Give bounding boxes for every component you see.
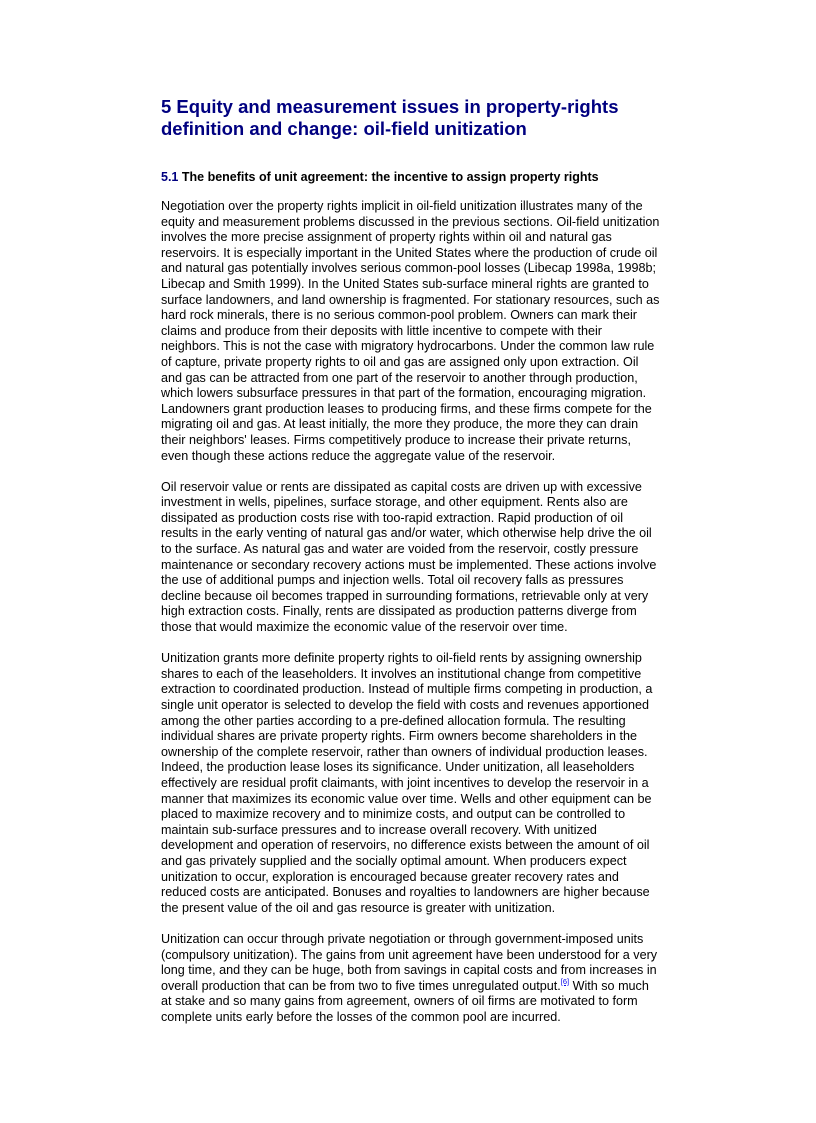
section-title-line-2: definition and change: oil-field unitization: [161, 118, 527, 139]
paragraph-4: [161, 932, 661, 1026]
subsection-title-text: The benefits of unit agreement: the incentive to assign property rights: [181, 170, 599, 184]
paragraph-3: Unitization grants more definite property rights to oil-field rents by assigning ownership shares to each of the leaseholders. It involves an institutional change from competitive extraction to coordinated production. Instead of multiple firms competing in production, a single unit operator is selected to develop the field with costs and revenues apportioned among the other parties according to a pre-defined allocation formula. The resulting individual shares are private property rights. Firm owners become shareholders in the ownership of the complete reservoir, rather than owners of individual production leases. Indeed, the production lease loses its significance. Under unitization, all leaseholders effectively are residual profit claimants, with joint incentives to develop the reservoir in a manner that maximizes its economic value over time. Wells and other equipment can be placed to maximize recovery and to minimize costs, and output can be controlled to maintain sub-surface pressures and to increase overall recovery. With unitized development and operation of reservoirs, no difference exists between the amount of oil and gas privately supplied and the socially optimal amount. When producers expect unitization to occur, exploration is encouraged because greater recovery rates and reduced costs are anticipated. Bonuses and royalties to landowners are higher because the present value of the oil and gas resource is greater with unitization.: [161, 651, 653, 915]
paragraph-2: Oil reservoir value or rents are dissipated as capital costs are driven up with excessive investment in wells, pipelines, surface storage, and other equipment. Rents also are dissipated as production costs rise with too-rapid extraction. Rapid production of oil results in the early venting of natural gas and/or water, which otherwise help drive the oil to the surface. As natural gas and water are voided from the reservoir, costly pressure maintenance or secondary recovery actions must be implemented. These actions involve the use of additional pumps and injection wells. Total oil recovery falls as pressures decline because oil becomes trapped in surrounding formations, retrievable only at very high extraction costs. Finally, rents are dissipated as production patterns diverge from those that would maximize the economic value of the reservoir over time.: [161, 479, 657, 635]
document-page: [161, 96, 661, 1025]
section-title: [161, 96, 661, 140]
section-title-line-1: 5 Equity and measurement issues in property-rights: [161, 96, 619, 117]
subsection-title: [161, 169, 661, 185]
footnote-6-link[interactable]: [6]: [560, 976, 570, 986]
subsection-number: 5.1: [161, 170, 179, 184]
paragraph-1: Negotiation over the property rights implicit in oil-field unitization illustrates many of the equity and measurement problems discussed in the previous sections. Oil-field unitization involves the more precise assignment of property rights within oil and natural gas reservoirs. It is especially important in the United States where the production of crude oil and natural gas potentially involves serious common-pool losses (Libecap 1998a, 1998b; Libecap and Smith 1999). In the United States sub-surface mineral rights are granted to surface landowners, and land ownership is fragmented. For stationary resources, such as hard rock minerals, there is no serious common-pool problem. Owners can mark their claims and produce from their deposits with little incentive to compete with their neighbors. This is not the case with migratory hydrocarbons. Under the common law rule of capture, private property rights to oil and gas are assigned only upon extraction. Oil and gas can be attracted from one part of the reservoir to another through production, which lowers subsurface pressures in that part of the formation, encouraging migration. Landowners grant production leases to producing firms, and these firms compete for the migrating oil and gas. At least initially, the more they produce, the more they can drain their neighbors' leases. Firms competitively produce to increase their private returns, even though these actions reduce the aggregate value of the reservoir.: [161, 199, 660, 463]
paragraph-4-text-before-note: Unitization can occur through private negotiation or through government-imposed units (compulsory unitization). The gains from unit agreement have been understood for a very long time, and they can be huge, both from savings in capital costs and from increases in overall production that can be from two to five times unregulated output.: [161, 931, 658, 993]
paragraph-4-text-after-note: With so much at stake and so many gains from agreement, owners of oil firms are motivated to form complete units early before the losses of the common pool are incurred.: [161, 978, 649, 1024]
